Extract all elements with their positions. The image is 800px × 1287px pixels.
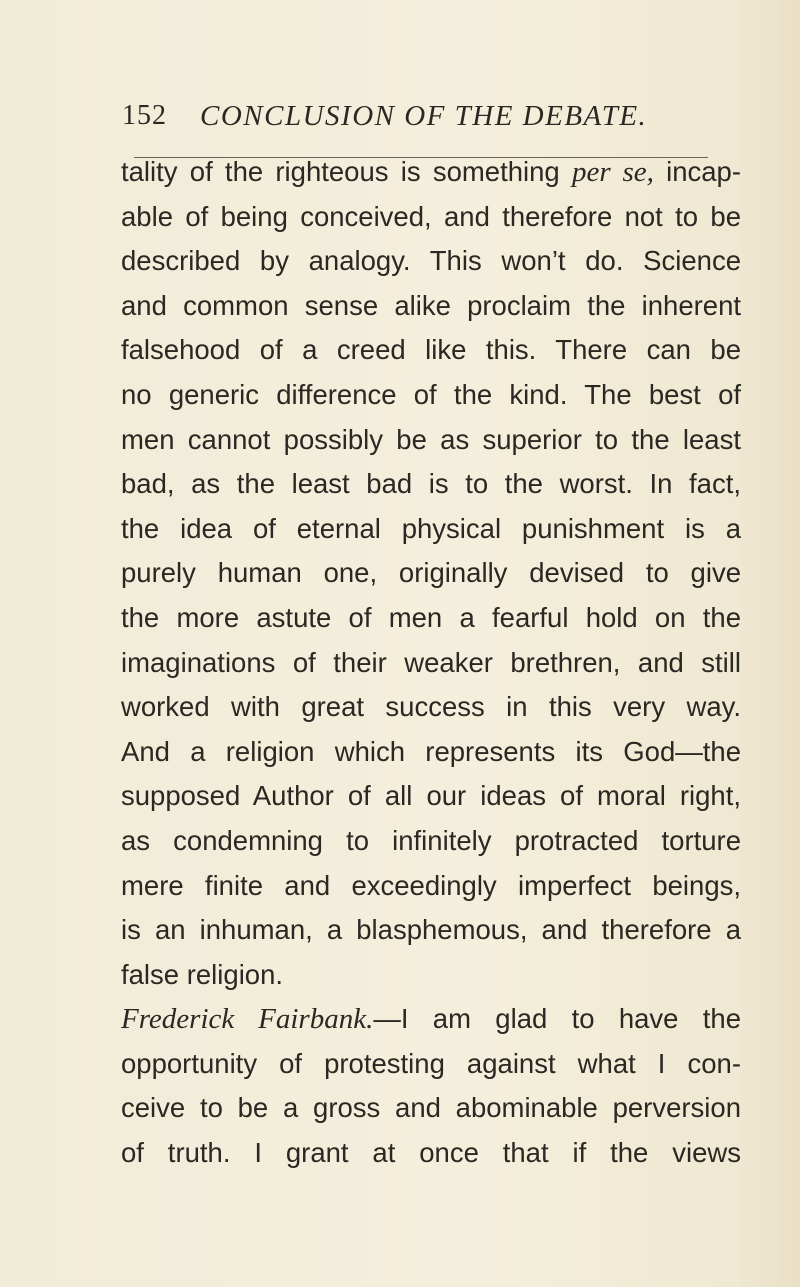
body-text bbox=[121, 150, 741, 1176]
text-line: ceive to be a gross and abominable perversion bbox=[121, 1092, 741, 1124]
text-line: no generic difference of the kind. The best of bbox=[121, 378, 741, 410]
text-line: falsehood of a creed like this. There can be bbox=[121, 334, 741, 366]
text-line: Frederick Fairbank.—I am glad to have the bbox=[121, 1003, 741, 1036]
text-line: as condemning to infinitely protracted torture bbox=[121, 824, 741, 856]
text-line: false religion. bbox=[121, 958, 284, 990]
text-line: supposed Author of all our ideas of moral right, bbox=[121, 780, 741, 812]
text-line: bad, as the least bad is to the worst. In fact, bbox=[121, 468, 741, 500]
text-line: able of being conceived, and therefore not to be bbox=[121, 200, 741, 232]
text-line: men cannot possibly be as superior to the least bbox=[121, 423, 741, 455]
italic-phrase: per se, bbox=[571, 156, 654, 188]
text-line: the more astute of men a fearful hold on the bbox=[121, 601, 741, 633]
text-line: tality of the righteous is something per se, incap- bbox=[121, 156, 741, 188]
text-line: And a religion which represents its God—the bbox=[121, 735, 741, 767]
text-line: imaginations of their weaker brethren, and still bbox=[121, 646, 741, 678]
speaker-name: Frederick Fairbank. bbox=[121, 1003, 374, 1036]
text-line: is an inhuman, a blasphemous, and therefore a bbox=[121, 914, 741, 946]
page-header bbox=[122, 100, 722, 140]
text-line: of truth. I grant at once that if the views bbox=[121, 1137, 741, 1169]
running-head: CONCLUSION OF THE DEBATE. bbox=[200, 100, 648, 132]
text-line: purely human one, originally devised to give bbox=[121, 557, 741, 589]
page-number: 152 bbox=[122, 100, 167, 131]
text-line: and common sense alike proclaim the inherent bbox=[121, 289, 741, 321]
text-line: described by analogy. This won’t do. Science bbox=[121, 245, 741, 277]
text-line: opportunity of protesting against what I con- bbox=[121, 1047, 741, 1079]
text-line: worked with great success in this very way. bbox=[121, 691, 741, 723]
text-line: the idea of eternal physical punishment is a bbox=[121, 512, 741, 544]
text-line: mere finite and exceedingly imperfect beings, bbox=[121, 869, 741, 901]
